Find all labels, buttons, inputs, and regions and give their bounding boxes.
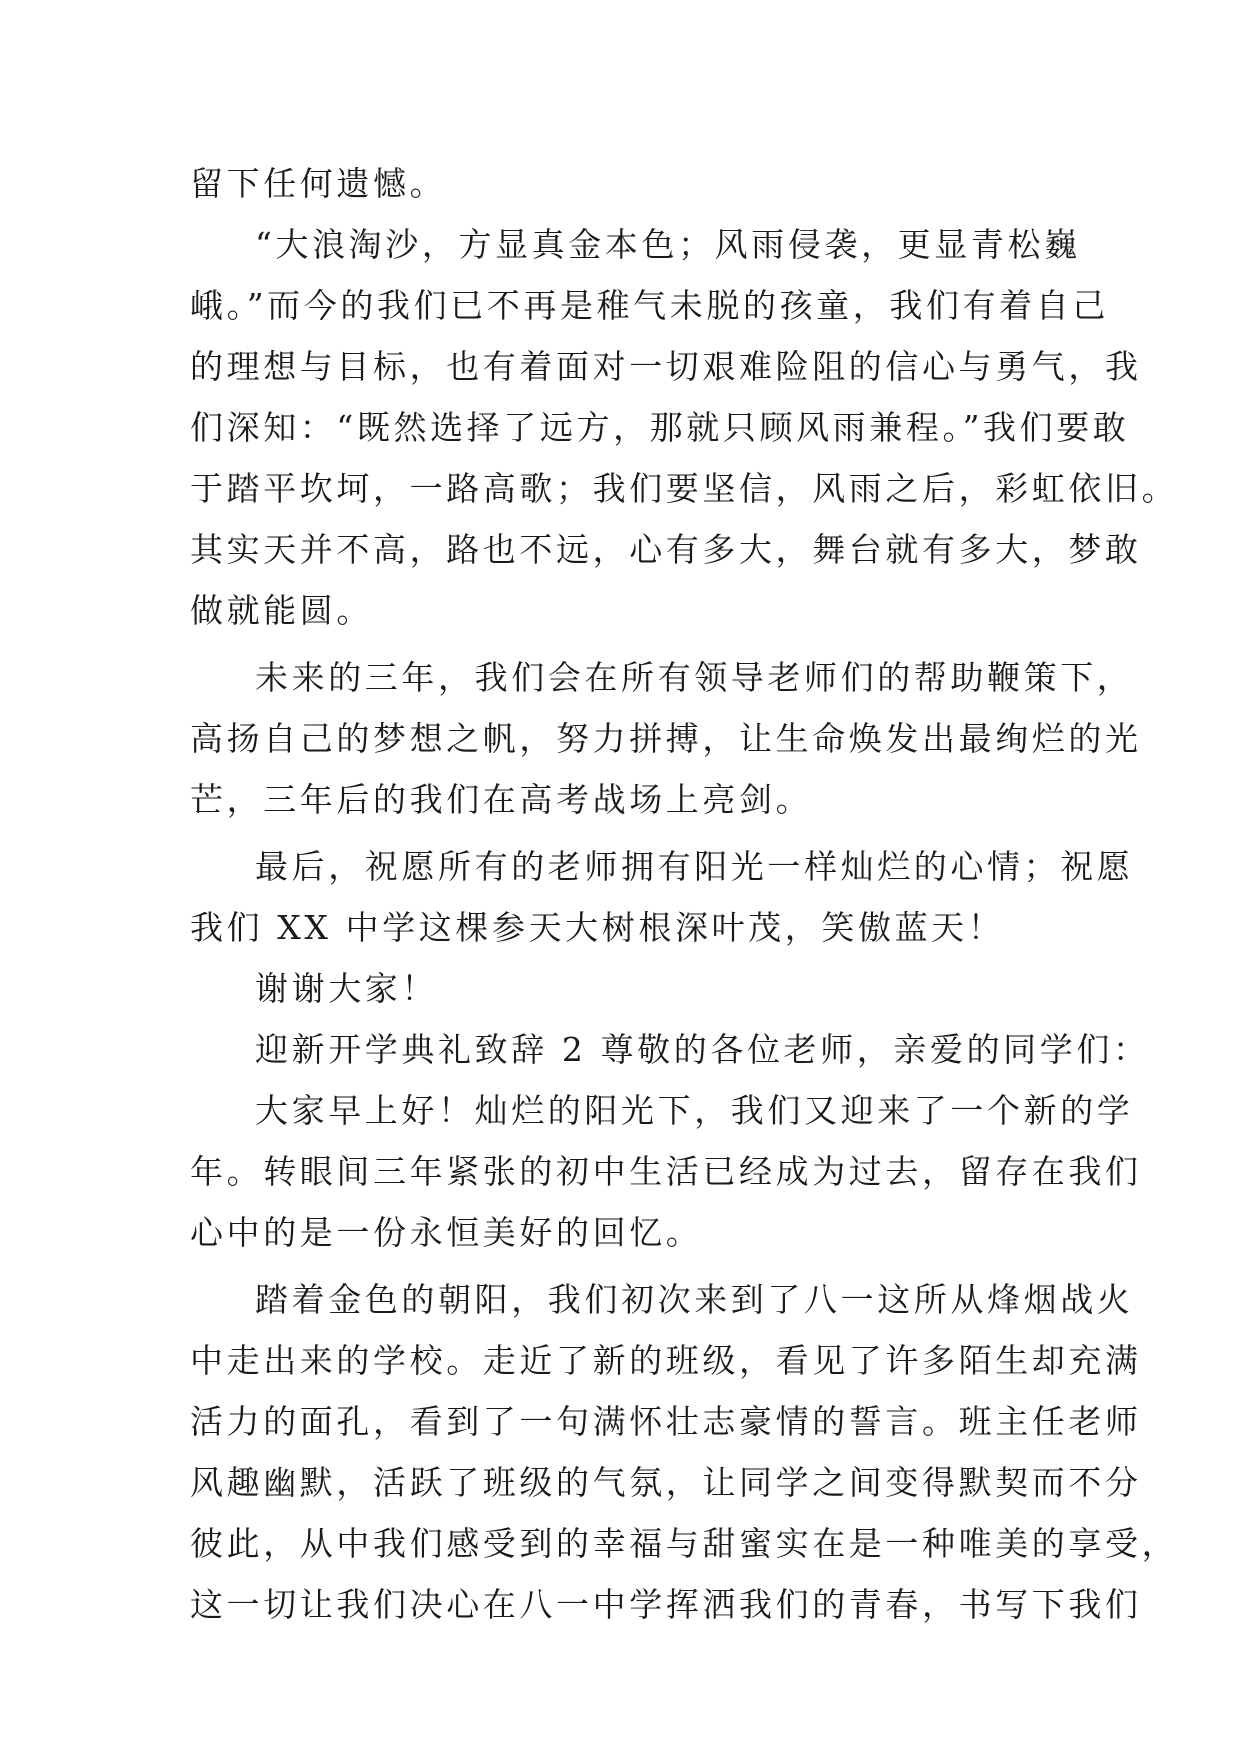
text-line: 最后，祝愿所有的老师拥有阳光一样灿烂的心情；祝愿 xyxy=(255,847,1134,886)
text-line: 留下任何遗憾。 xyxy=(190,164,447,203)
text-line: “大浪淘沙，方显真金本色；风雨侵袭，更显青松巍 xyxy=(255,225,1081,264)
text-line: 踏着金色的朝阳，我们初次来到了八一这所从烽烟战火 xyxy=(255,1280,1134,1319)
text-line: 谢谢大家！ xyxy=(255,969,438,1008)
text-line: 迎新开学典礼致辞 2 尊敬的各位老师，亲爱的同学们： xyxy=(255,1030,1150,1069)
text-line: 风趣幽默，活跃了班级的气氛，让同学之间变得默契而不分 xyxy=(190,1463,1142,1502)
text-line: 做就能圆。 xyxy=(190,591,373,630)
text-line: 的理想与目标，也有着面对一切艰难险阻的信心与勇气，我 xyxy=(190,347,1142,386)
text-line: 大家早上好！灿烂的阳光下，我们又迎来了一个新的学 xyxy=(255,1091,1134,1130)
text-line: 活力的面孔，看到了一句满怀壮志豪情的誓言。班主任老师 xyxy=(190,1402,1142,1441)
text-line: 中走出来的学校。走近了新的班级，看见了许多陌生却充满 xyxy=(190,1341,1142,1380)
text-line: 高扬自己的梦想之帆，努力拼搏，让生命焕发出最绚烂的光 xyxy=(190,719,1142,758)
text-line: 于踏平坎坷，一路高歌；我们要坚信，风雨之后，彩虹依旧。 xyxy=(190,469,1179,508)
text-line: 们深知：“既然选择了远方，那就只顾风雨兼程。”我们要敢 xyxy=(190,408,1130,447)
text-line: 其实天并不高，路也不远，心有多大，舞台就有多大，梦敢 xyxy=(190,530,1142,569)
text-line: 年。转眼间三年紧张的初中生活已经成为过去，留存在我们 xyxy=(190,1152,1142,1191)
text-line: 彼此，从中我们感受到的幸福与甜蜜实在是一种唯美的享受， xyxy=(190,1524,1179,1563)
text-line: 峨。”而今的我们已不再是稚气未脱的孩童，我们有着自己 xyxy=(190,286,1109,325)
text-line: 我们 XX 中学这棵参天大树根深叶茂，笑傲蓝天！ xyxy=(190,908,1005,947)
text-line: 这一切让我们决心在八一中学挥洒我们的青春，书写下我们 xyxy=(190,1585,1142,1624)
text-line: 心中的是一份永恒美好的回忆。 xyxy=(190,1213,703,1252)
text-line: 未来的三年，我们会在所有领导老师们的帮助鞭策下， xyxy=(255,658,1134,697)
text-line: 芒，三年后的我们在高考战场上亮剑。 xyxy=(190,780,813,819)
